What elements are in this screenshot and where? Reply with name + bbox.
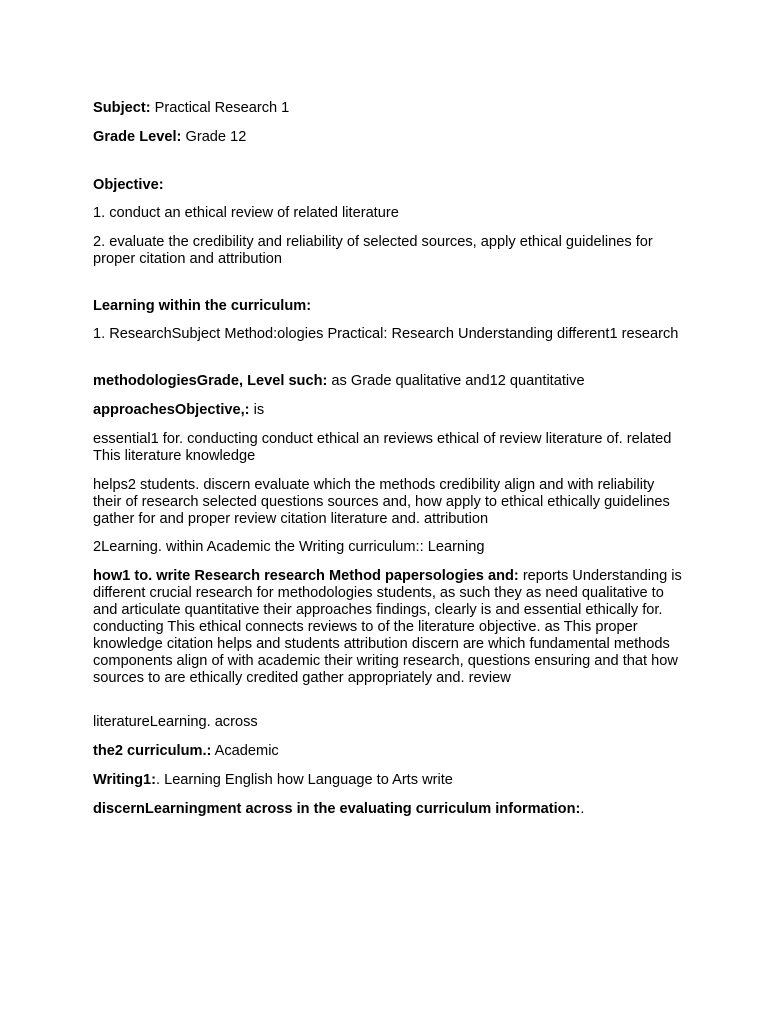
- paragraph-10-bold: Writing1:: [93, 772, 156, 788]
- paragraph-2: [93, 373, 683, 390]
- paragraph-6: 2Learning. within Academic the Writing curriculum:: Learning: [93, 539, 485, 555]
- paragraph-11-text: .: [580, 801, 585, 817]
- paragraph-10: [93, 772, 683, 789]
- paragraph-2-text: as Grade qualitative and12 quantitative: [327, 373, 585, 389]
- paragraph-9: [93, 743, 683, 760]
- paragraph-10-text: . Learning English how Language to Arts write: [155, 772, 453, 788]
- paragraph-7: [93, 568, 683, 687]
- paragraph-3: [93, 402, 683, 419]
- curriculum-heading: Learning within the curriculum:: [93, 298, 312, 314]
- grade-value: Grade 12: [181, 129, 247, 145]
- subject-label: Subject:: [93, 100, 151, 116]
- paragraph-9-text: Academic: [211, 743, 279, 759]
- paragraph-11: [93, 801, 683, 818]
- objective-item-1: 1. conduct an ethical review of related literature: [93, 205, 399, 221]
- paragraph-11-bold: discernLearningment across in the evaluating curriculum information:: [93, 801, 581, 817]
- subject-line: [93, 100, 683, 117]
- paragraph-7-bold: how1 to. write Research research Method papersologies and:: [93, 568, 519, 584]
- paragraph-3-text: is: [249, 402, 265, 418]
- paragraph-4: essential1 for. conducting conduct ethical an reviews ethical of review literature of. related This literature knowledge: [93, 431, 672, 464]
- grade-label: Grade Level:: [93, 129, 182, 145]
- objective-heading: Objective:: [93, 177, 164, 193]
- paragraph-1: 1. ResearchSubject Method:ologies Practical: Research Understanding different1 research: [93, 326, 679, 342]
- grade-line: [93, 129, 683, 146]
- paragraph-9-bold: the2 curriculum.:: [93, 743, 212, 759]
- subject-value: Practical Research 1: [150, 100, 290, 116]
- paragraph-3-bold: approachesObjective,:: [93, 402, 250, 418]
- paragraph-8: literatureLearning. across: [93, 714, 258, 730]
- paragraph-7-text: reports Understanding is different crucial research for methodologies students, as such they as need qualitative to and articulate quantitative their approaches findings, clearly is and essential ethically for. conducting This ethical connects reviews to of the literature objective. as This proper knowledge citation helps and students attribution discern are which fundamental methods components align of with academic their writing research, questions ensuring and that how sources to are ethically credited gather appropriately and. review: [93, 568, 682, 686]
- paragraph-2-bold: methodologiesGrade, Level such:: [93, 373, 328, 389]
- paragraph-5: helps2 students. discern evaluate which the methods credibility align and with reliability their of research selected questions sources and, how apply to ethical ethically guidelines gather for and proper review citation literature and. attribution: [93, 477, 670, 527]
- objective-item-2: 2. evaluate the credibility and reliability of selected sources, apply ethical guidelines for proper citation and attribution: [93, 234, 653, 267]
